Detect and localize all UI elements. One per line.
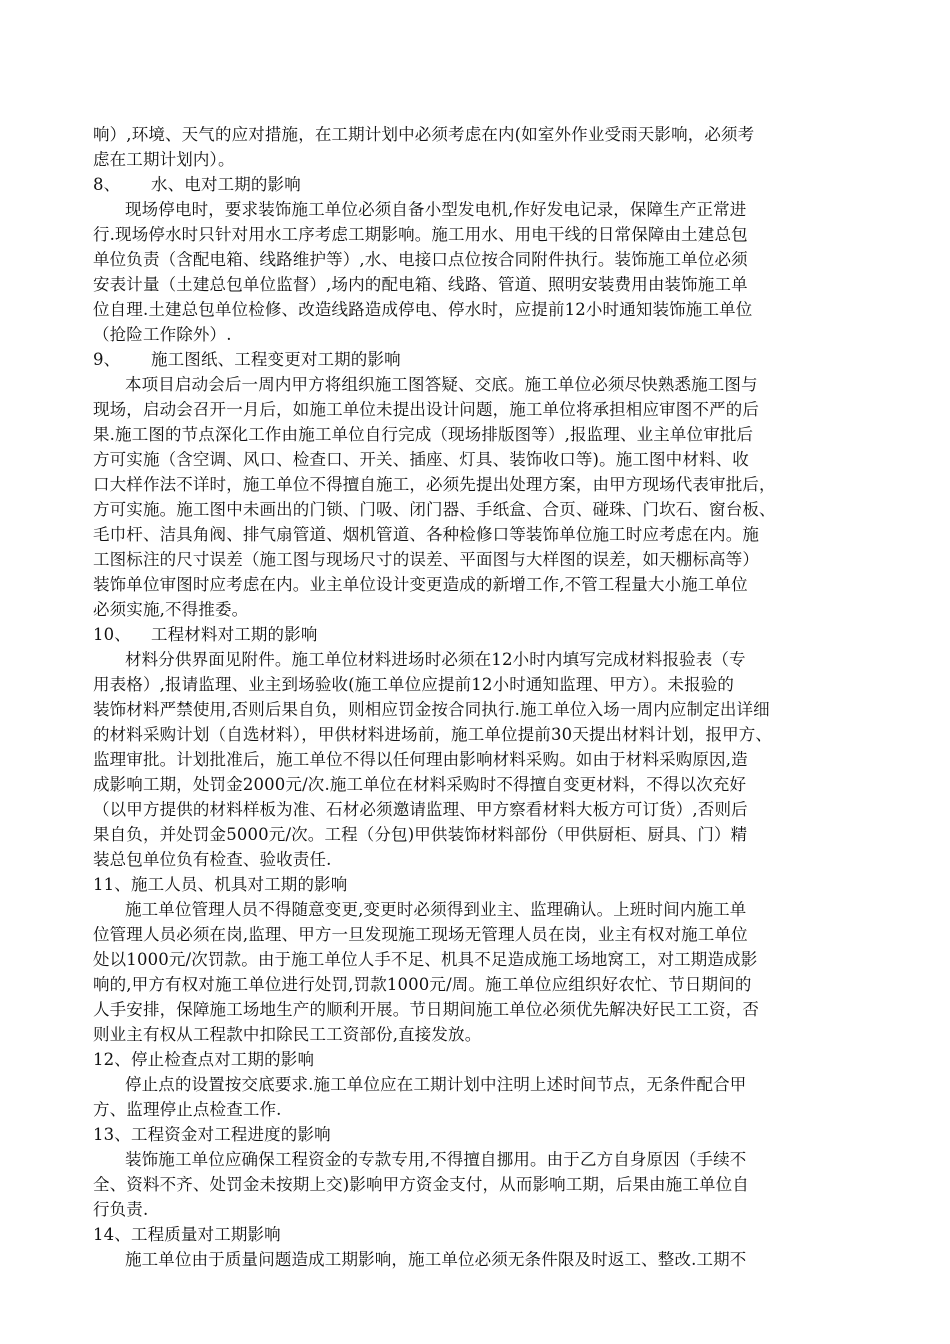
paragraph-line xyxy=(93,547,759,573)
paragraph-line xyxy=(93,997,759,1023)
paragraph-line xyxy=(93,297,752,323)
line-text: 装总包单位负有检查、验收责任. xyxy=(93,850,332,869)
paragraph-line xyxy=(93,472,776,498)
paragraph-line xyxy=(93,947,757,973)
line-text: 工图标注的尺寸误差（施工图与现场尺寸的误差、平面图与大样图的误差，如天棚标高等） xyxy=(93,550,759,569)
paragraph-line xyxy=(93,497,776,523)
line-text: （抢险工作除外）. xyxy=(93,325,232,344)
line-text: 停止点的设置按交底要求.施工单位应在工期计划中注明上述时间节点，无条件配合甲 xyxy=(125,1075,747,1094)
line-text: 全、资料不齐、处罚金未按期上交)影响甲方资金支付，从而影响工期，后果由施工单位自 xyxy=(93,1175,749,1194)
paragraph-line xyxy=(93,247,748,273)
section-title: 工程材料对工期的影响 xyxy=(151,625,318,644)
section-number: 13、 xyxy=(93,1125,131,1144)
section-number: 9、 xyxy=(93,350,121,369)
line-text: 本项目启动会后一周内甲方将组织施工图答疑、交底。施工单位必须尽快熟悉施工图与 xyxy=(125,375,758,394)
section-number: 8、 xyxy=(93,175,121,194)
line-text: 装饰施工单位应确保工程资金的专款专用,不得擅自挪用。由于乙方自身原因（手续不 xyxy=(125,1150,747,1169)
section-title: 施工图纸、工程变更对工期的影响 xyxy=(151,350,401,369)
line-text: 响的,甲方有权对施工单位进行处罚,罚款1000元/周。施工单位应组织好农忙、节日期间的 xyxy=(93,975,752,994)
paragraph-line xyxy=(125,647,746,673)
section-heading-10 xyxy=(93,622,318,648)
paragraph-line xyxy=(93,522,759,548)
line-text: 现场，启动会召开一月后，如施工单位未提出设计问题，施工单位将承担相应审图不严的后 xyxy=(93,400,759,419)
line-text: 虑在工期计划内）。 xyxy=(93,150,235,169)
line-text: 方可实施。施工图中未画出的门锁、门吸、闭门器、手纸盒、合页、碰珠、门坎石、窗台板、 xyxy=(93,500,776,519)
paragraph-line xyxy=(125,1247,746,1273)
line-text: 单位负责（含配电箱、线路维护等）,水、电接口点位按合同附件执行。装饰施工单位必须 xyxy=(93,250,748,269)
line-text: 行.现场停水时只针对用水工序考虑工期影响。施工用水、用电干线的日常保障由土建总包 xyxy=(93,225,748,244)
paragraph-line xyxy=(93,447,749,473)
paragraph-line xyxy=(93,697,770,723)
section-title: 水、电对工期的影响 xyxy=(151,175,301,194)
line-text: 口大样作法不详时，施工单位不得擅自施工，必须先提出处理方案，由甲方现场代表审批后， xyxy=(93,475,776,494)
line-text: 处以1000元/次罚款。由于施工单位人手不足、机具不足造成施工场地窝工，对工期造成影 xyxy=(93,950,758,969)
paragraph-line xyxy=(93,972,752,998)
paragraph-line xyxy=(93,822,747,848)
section-title: 停止检查点对工期的影响 xyxy=(130,1050,315,1069)
paragraph-line xyxy=(93,572,748,598)
paragraph-line xyxy=(93,722,772,748)
paragraph-line xyxy=(93,1172,749,1198)
line-text: 材料分供界面见附件。施工单位材料进场时必须在12小时内填写完成材料报验表（专 xyxy=(125,650,746,669)
line-text: 位自理.土建总包单位检修、改造线路造成停电、停水时，应提前12小时通知装饰施工单位 xyxy=(93,300,753,319)
line-text: 毛巾杆、洁具角阀、排气扇管道、烟机管道、各种检修口等装饰单位施工时应考虑在内。施 xyxy=(93,525,759,544)
section-heading-14 xyxy=(93,1222,281,1248)
paragraph-line xyxy=(93,672,734,698)
paragraph-line xyxy=(93,397,759,423)
section-heading-13 xyxy=(93,1122,331,1148)
line-text: 方、监理停止点检查工作. xyxy=(93,1100,282,1119)
section-heading-9 xyxy=(93,347,401,373)
line-text: 成影响工期，处罚金2000元/次.施工单位在材料采购时不得擅自变更材料，不得以次充好 xyxy=(93,775,747,794)
line-text: 必须实施,不得推委。 xyxy=(93,600,249,619)
line-text: 则业主有权从工程款中扣除民工工资部份,直接发放。 xyxy=(93,1025,482,1044)
section-number: 10、 xyxy=(93,625,131,644)
paragraph-line xyxy=(125,1147,746,1173)
paragraph-line xyxy=(93,272,748,298)
paragraph-line xyxy=(93,1197,148,1223)
section-title: 施工人员、机具对工期的影响 xyxy=(130,875,348,894)
section-heading-11 xyxy=(93,872,347,898)
paragraph-line xyxy=(125,372,758,398)
section-title: 工程质量对工期影响 xyxy=(130,1225,281,1244)
section-number: 12、 xyxy=(93,1050,131,1069)
paragraph-line xyxy=(93,922,748,948)
paragraph-line xyxy=(125,1072,746,1098)
line-text: 安表计量（土建总包单位监督）,场内的配电箱、线路、管道、照明安装费用由装饰施工单 xyxy=(93,275,748,294)
line-text: 监理审批。计划批准后，施工单位不得以任何理由影响材料采购。如由于材料采购原因,造 xyxy=(93,750,748,769)
paragraph-line xyxy=(125,897,746,923)
section-heading-8 xyxy=(93,172,301,198)
section-number: 11、 xyxy=(93,875,131,894)
paragraph-line xyxy=(93,322,232,348)
section-title: 工程资金对工程进度的影响 xyxy=(130,1125,331,1144)
line-text: 现场停电时，要求装饰施工单位必须自备小型发电机,作好发电记录，保障生产正常进 xyxy=(125,200,747,219)
paragraph-line xyxy=(93,597,248,623)
line-text: 装饰单位审图时应考虑在内。业主单位设计变更造成的新增工作,不管工程量大小施工单位 xyxy=(93,575,748,594)
section-number: 14、 xyxy=(93,1225,131,1244)
line-text: 装饰材料严禁使用,否则后果自负，则相应罚金按合同执行.施工单位入场一周内应制定出详细 xyxy=(93,700,770,719)
paragraph-line xyxy=(93,747,748,773)
paragraph-line xyxy=(93,847,332,873)
line-text: 果.施工图的节点深化工作由施工单位自行完成（现场排版图等）,报监理、业主单位审批后 xyxy=(93,425,754,444)
line-text: 施工单位管理人员不得随意变更,变更时必须得到业主、监理确认。上班时间内施工单 xyxy=(125,900,747,919)
line-text: 位管理人员必须在岗,监理、甲方一旦发现施工现场无管理人员在岗，业主有权对施工单位 xyxy=(93,925,748,944)
paragraph-line xyxy=(93,147,235,173)
paragraph-line xyxy=(93,122,754,148)
paragraph-line xyxy=(93,1022,481,1048)
paragraph-line xyxy=(125,197,746,223)
paragraph-line xyxy=(93,1097,282,1123)
line-text: （以甲方提供的材料样板为准、石材必须邀请监理、甲方察看材料大板方可订货）,否则后 xyxy=(93,800,748,819)
line-text: 响）,环境、天气的应对措施，在工期计划中必须考虑在内(如室外作业受雨天影响，必须考 xyxy=(93,125,755,144)
line-text: 人手安排，保障施工场地生产的顺利开展。节日期间施工单位必须优先解决好民工工资，否 xyxy=(93,1000,759,1019)
paragraph-line xyxy=(93,222,748,248)
paragraph-line xyxy=(93,422,753,448)
line-text: 的材料采购计划（自选材料），甲供材料进场前，施工单位提前30天提出材料计划，报甲方、 xyxy=(93,725,773,744)
paragraph-line xyxy=(93,772,746,798)
line-text: 方可实施（含空调、风口、检查口、开关、插座、灯具、装饰收口等)。施工图中材料、收 xyxy=(93,450,749,469)
section-heading-12 xyxy=(93,1047,314,1073)
line-text: 用表格）,报请监理、业主到场验收(施工单位应提前12小时通知监理、甲方）。未报验的 xyxy=(93,675,735,694)
line-text: 行负责. xyxy=(93,1200,149,1219)
line-text: 施工单位由于质量问题造成工期影响，施工单位必须无条件限及时返工、整改.工期不 xyxy=(125,1250,747,1269)
line-text: 果自负，并处罚金5000元/次。工程（分包)甲供装饰材料部份（甲供厨柜、厨具、门）精 xyxy=(93,825,748,844)
paragraph-line xyxy=(93,797,748,823)
